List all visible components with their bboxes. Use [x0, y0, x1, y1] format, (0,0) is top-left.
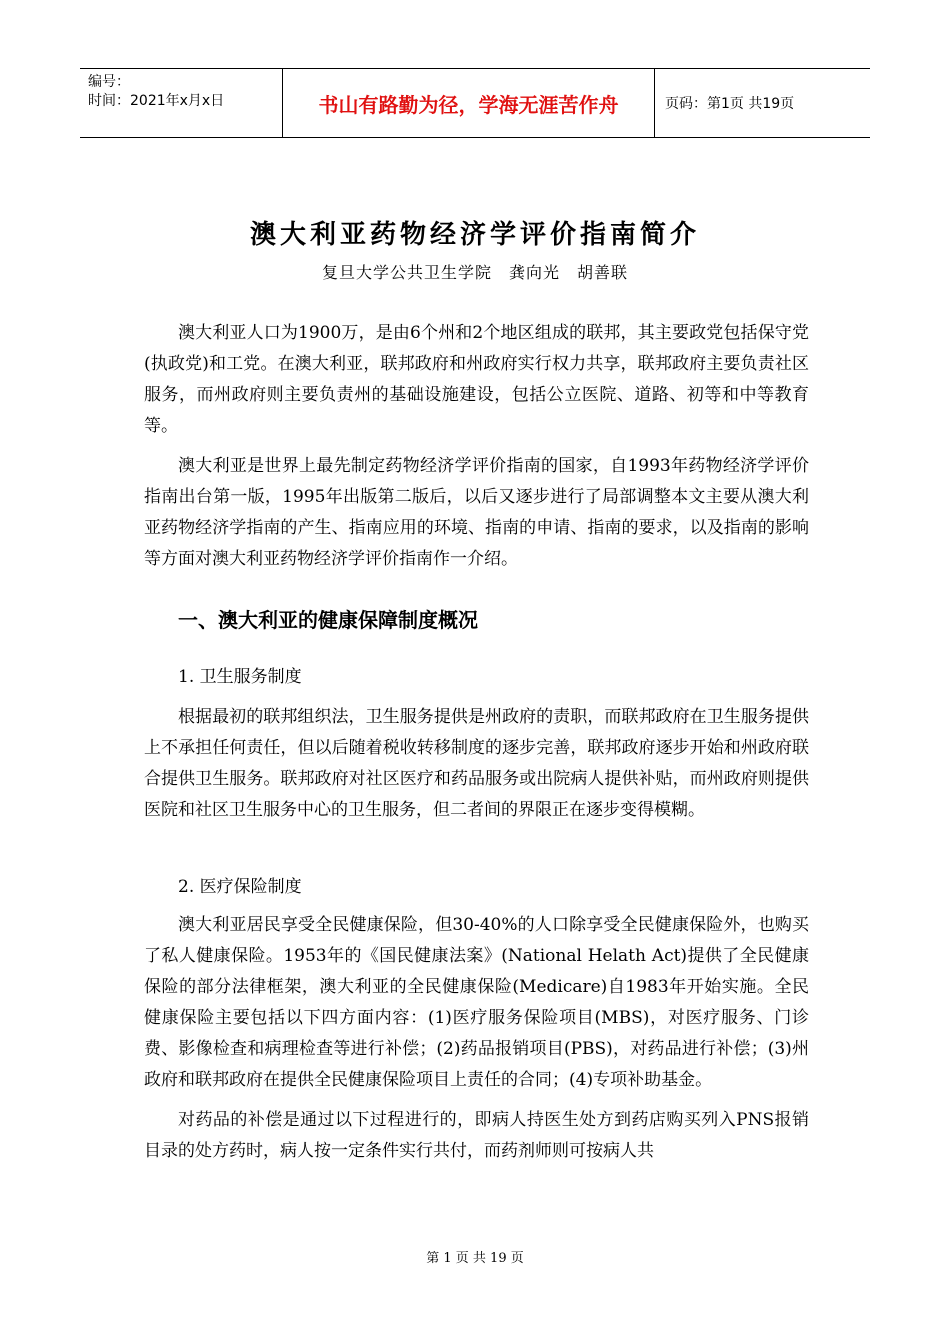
subsection-1-paragraph: 根据最初的联邦组织法，卫生服务提供是州政府的责职，而联邦政府在卫生服务提供上不承担任何责任，但以后随着税收转移制度的逐步完善，联邦政府逐步开始和州政府联合提供卫生服务。联邦政府对社区医疗和药品服务或出院病人提供补贴，而州政府则提供医院和社区卫生服务中心的卫生服务，但二者间的界限正在逐步变得模糊。: [144, 707, 809, 820]
intro-paragraph-2: 澳大利亚是世界上最先制定药物经济学评价指南的国家，自1993年药物经济学评价指南出台第一版，1995年出版第二版后，以后又逐步进行了局部调整本文主要从澳大利亚药物经济学指南的产生、指南应用的环境、指南的申请、指南的要求，以及指南的影响等方面对澳大利亚药物经济学评价指南作一介绍。: [144, 456, 809, 569]
header-page-info: 页码：第1页 共19页: [665, 96, 795, 112]
subsection-2-paragraph-2: 对药品的补偿是通过以下过程进行的，即病人持医生处方到药店购买列入PNS报销目录的处方药时，病人按一定条件实行共付，而药剂师则可按病人共: [144, 1110, 809, 1161]
document-authors: 复旦大学公共卫生学院 龚向光 胡善联: [321, 263, 628, 282]
section-1-heading: 一、澳大利亚的健康保障制度概况: [178, 608, 478, 632]
intro-section: [144, 318, 809, 575]
header-table: [80, 68, 870, 138]
page-footer: 第 1 页 共 19 页: [426, 1251, 524, 1266]
document-title: 澳大利亚药物经济学评价指南简介: [249, 220, 700, 250]
subsection-2-heading: 2. 医疗保险制度: [178, 877, 302, 897]
subsection-2-body: [144, 910, 809, 1167]
time-label: 时间：2021年x月x日: [88, 93, 225, 109]
header-meta: [80, 69, 282, 137]
intro-paragraph-1: 澳大利亚人口为1900万，是由6个州和2个地区组成的联邦，其主要政党包括保守党(执政党)和工党。在澳大利亚，联邦政府和州政府实行权力共享，联邦政府主要负责社区服务，而州政府则主要负责州的基础设施建设，包括公立医院、道路、初等和中等教育等。: [144, 323, 809, 436]
header-motto: 书山有路勤为径，学海无涯苦作舟: [282, 69, 655, 137]
subsection-1-body: [144, 702, 809, 826]
subsection-2-paragraph-1: 澳大利亚居民享受全民健康保险，但30-40%的人口除享受全民健康保险外，也购买了私人健康保险。1953年的《国民健康法案》(National Helath Act)提供了全民健康保险的部分法律框架，澳大利亚的全民健康保险(Medicare)自1983年开始实施。全民健康保险主要包括以下四方面内容：(1)医疗服务保险项目(MBS)，对医疗服务、门诊费、影像检查和病理检查等进行补偿；(2)药品报销项目(PBS)，对药品进行补偿；(3)州政府和联邦政府在提供全民健康保险项目上责任的合同；(4)专项补助基金。: [144, 915, 809, 1090]
subsection-1-heading: 1. 卫生服务制度: [178, 667, 302, 687]
number-label: 编号：: [88, 74, 130, 90]
